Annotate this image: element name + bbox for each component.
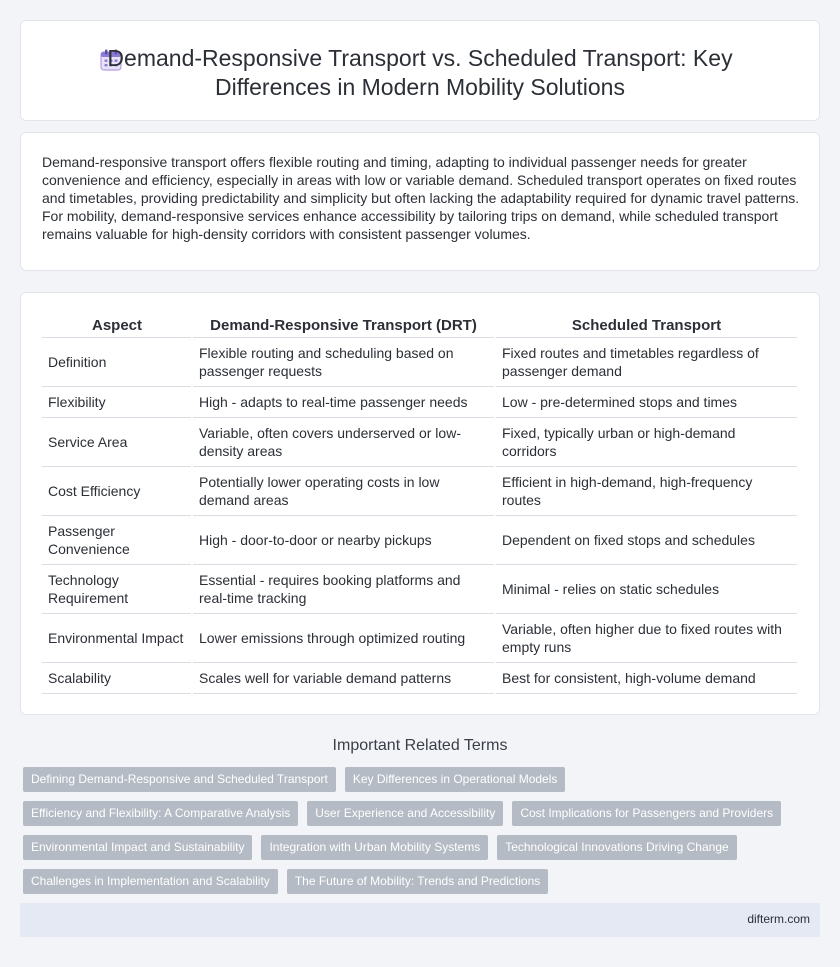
scheduled-cell: Low - pre-determined stops and times	[495, 387, 798, 418]
scheduled-cell: Best for consistent, high-volume demand	[495, 663, 798, 694]
related-term-tag[interactable]: Defining Demand-Responsive and Scheduled Transport	[23, 767, 336, 792]
table-row	[42, 516, 798, 565]
scheduled-cell: Fixed routes and timetables regardless of passenger demand	[495, 338, 798, 387]
drt-cell: Variable, often covers underserved or low-density areas	[192, 418, 495, 467]
related-term-tag[interactable]: Key Differences in Operational Models	[345, 767, 566, 792]
comparison-table	[42, 315, 799, 694]
page-title: Demand-Responsive Transport vs. Scheduled Transport: Key Differences in Modern Mobility Solutions	[107, 45, 733, 100]
drt-cell: High - door-to-door or nearby pickups	[192, 516, 495, 565]
table-row	[42, 614, 798, 663]
scheduled-cell: Variable, often higher due to fixed routes with empty runs	[495, 614, 798, 663]
drt-cell: Potentially lower operating costs in low demand areas	[192, 467, 495, 516]
table-row	[42, 387, 798, 418]
aspect-cell: Definition	[42, 338, 192, 387]
table-row	[42, 663, 798, 694]
aspect-cell: Service Area	[42, 418, 192, 467]
drt-cell: High - adapts to real-time passenger needs	[192, 387, 495, 418]
related-term-tag[interactable]: Challenges in Implementation and Scalability	[23, 869, 278, 894]
related-term-tag[interactable]: Efficiency and Flexibility: A Comparative Analysis	[23, 801, 298, 826]
column-header-aspect: Aspect	[42, 315, 192, 338]
scheduled-cell: Minimal - relies on static schedules	[495, 565, 798, 614]
table-row	[42, 565, 798, 614]
aspect-cell: Environmental Impact	[42, 614, 192, 663]
table-row	[42, 418, 798, 467]
drt-cell: Lower emissions through optimized routing	[192, 614, 495, 663]
drt-cell: Essential - requires booking platforms and real-time tracking	[192, 565, 495, 614]
drt-cell: Scales well for variable demand patterns	[192, 663, 495, 694]
column-header-drt: Demand-Responsive Transport (DRT)	[192, 315, 495, 338]
related-terms-heading: Important Related Terms	[332, 737, 508, 754]
intro-card	[20, 132, 820, 271]
related-term-tag[interactable]: Environmental Impact and Sustainability	[23, 835, 252, 860]
aspect-cell: Flexibility	[42, 387, 192, 418]
scheduled-cell: Dependent on fixed stops and schedules	[495, 516, 798, 565]
comparison-table-card	[20, 292, 820, 715]
table-row	[42, 338, 798, 387]
column-header-scheduled: Scheduled Transport	[495, 315, 798, 338]
aspect-cell: Technology Requirement	[42, 565, 192, 614]
site-link[interactable]: difterm.com	[747, 912, 810, 926]
related-term-tag[interactable]: Integration with Urban Mobility Systems	[261, 835, 488, 860]
scheduled-cell: Fixed, typically urban or high-demand corridors	[495, 418, 798, 467]
drt-cell: Flexible routing and scheduling based on passenger requests	[192, 338, 495, 387]
scheduled-cell: Efficient in high-demand, high-frequency routes	[495, 467, 798, 516]
related-term-tag[interactable]: The Future of Mobility: Trends and Predictions	[287, 869, 548, 894]
related-terms-list	[23, 767, 813, 903]
aspect-cell: Passenger Convenience	[42, 516, 192, 565]
related-term-tag[interactable]: User Experience and Accessibility	[307, 801, 503, 826]
header-card	[20, 20, 820, 121]
table-row	[42, 467, 798, 516]
related-term-tag[interactable]: Technological Innovations Driving Change	[497, 835, 736, 860]
footer-bar	[20, 903, 820, 937]
aspect-cell: Scalability	[42, 663, 192, 694]
related-term-tag[interactable]: Cost Implications for Passengers and Providers	[512, 801, 781, 826]
intro-paragraph: Demand-responsive transport offers flexible routing and timing, adapting to individual passenger needs for greater convenience and efficiency, especially in areas with low or variable demand. Scheduled transport operates on fixed routes and timetables, providing predictability and simplicity but often lacking the adaptability required for dynamic travel patterns. For mobility, demand-responsive services enhance accessibility by tailoring trips on demand, while scheduled transport remains valuable for high-density corridors with consistent passenger volumes.	[42, 154, 800, 242]
aspect-cell: Cost Efficiency	[42, 467, 192, 516]
